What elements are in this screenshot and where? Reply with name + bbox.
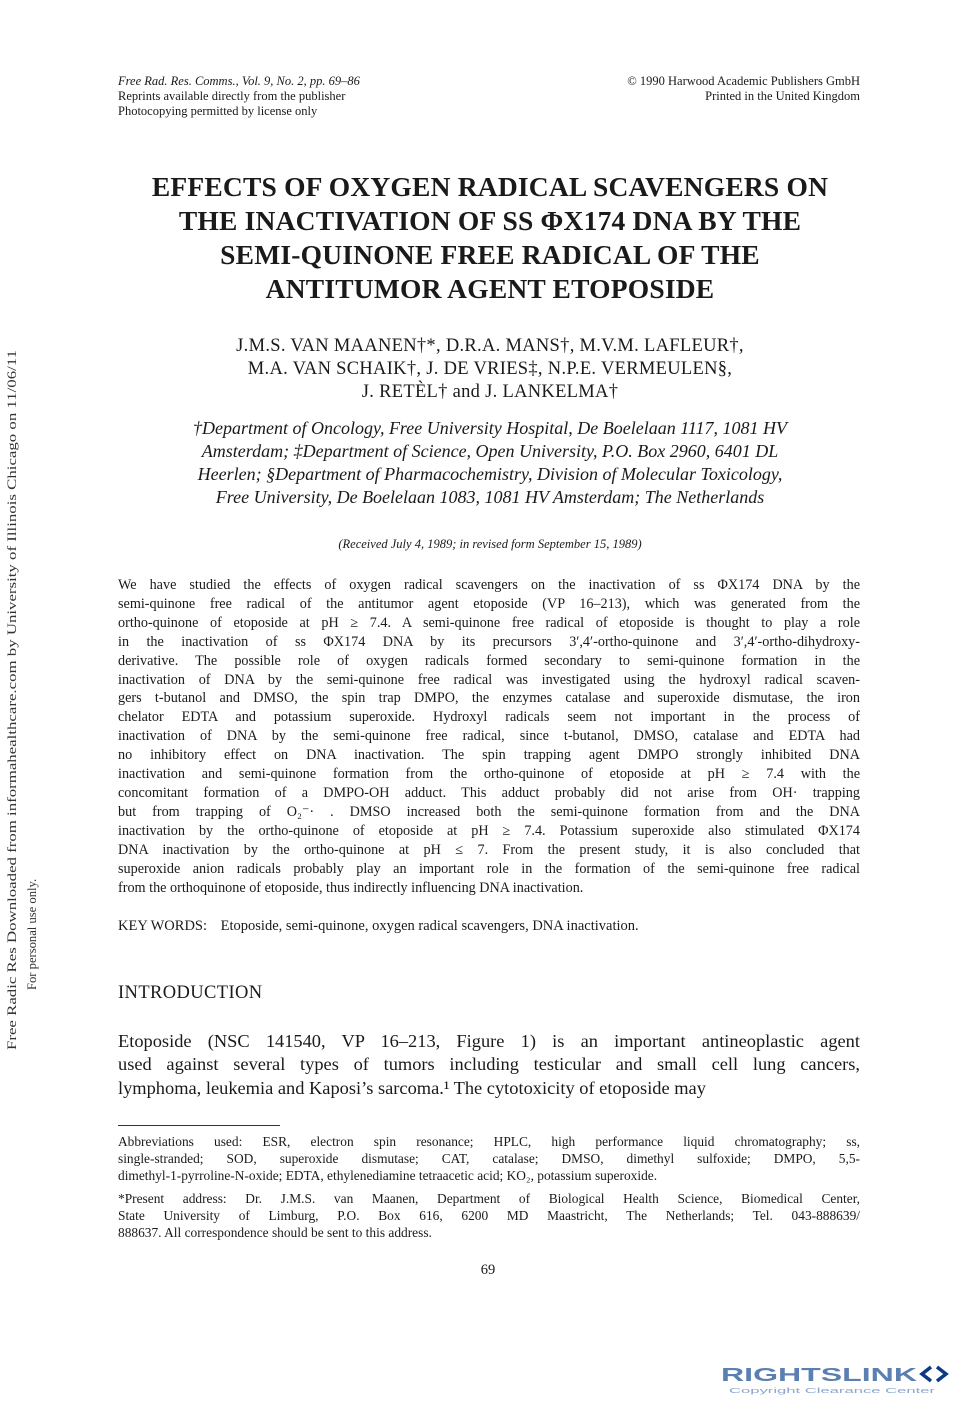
abstract-line: DNA inactivation by the ortho-quinone at pH ≤ 7. From the present study, it is also concluded that	[118, 841, 860, 858]
running-header-right	[530, 74, 860, 104]
abstract-line: in the inactivation of ss ΦX174 DNA by its precursors 3′,4′-ortho-quinone and 3′,4′-ortho-dihydroxy-	[118, 633, 860, 650]
abstract-line: superoxide anion radicals probably play an important role in the formation of the semi-quinone free radical	[118, 860, 860, 877]
author-list	[110, 335, 870, 404]
copyright-line: © 1990 Harwood Academic Publishers GmbH	[627, 74, 860, 88]
abstract-line: concomitant formation of a DMPO-OH adduct. This adduct probably did not arise from OH· trapping	[118, 784, 860, 801]
journal-citation: Free Rad. Res. Comms., Vol. 9, No. 2, pp. 69–86	[118, 74, 360, 88]
footnote-rule	[118, 1125, 280, 1126]
abstract-line: gers t-butanol and DMSO, the spin trap DMPO, the enzymes catalase and superoxide dismutase, the iron	[118, 690, 860, 707]
abbreviations-footnote	[118, 1133, 860, 1184]
author-line: J. RETÈL† and J. LANKELMA†	[361, 382, 619, 402]
paper-title	[110, 170, 870, 306]
reprints-note: Reprints available directly from the publisher	[118, 89, 346, 103]
intro-line: used against several types of tumors including testicular and small cell lung cancers,	[118, 1054, 860, 1075]
abstract-line: ortho-quinone of etoposide at pH ≥ 7.4. A semi-quinone free radical of etoposide is thought to play a role	[118, 614, 860, 631]
title-line: EFFECTS OF OXYGEN RADICAL SCAVENGERS ON	[151, 171, 829, 202]
rightslink-wordmark: RIGHTSLINK	[721, 1365, 917, 1385]
section-heading: INTRODUCTION	[118, 983, 263, 1003]
abstract-line: derivative. The possible role of oxygen radicals formed secondary to semi-quinone formation in the	[118, 652, 860, 669]
abstract	[118, 576, 860, 897]
intro-line: lymphoma, leukemia and Kaposi’s sarcoma.¹ The cytotoxicity of etoposide may	[118, 1077, 706, 1098]
rightslink-logo-svg	[719, 1360, 955, 1400]
affiliation-line: Free University, De Boelelaan 1083, 1081 HV Amsterdam; The Netherlands	[215, 487, 765, 507]
chevron-icon	[937, 1367, 946, 1381]
affiliation-line: Amsterdam; ‡Department of Science, Open University, P.O. Box 2960, 6401 DL	[201, 441, 779, 461]
received-dates: (Received July 4, 1989; in revised form September 15, 1989)	[338, 537, 642, 551]
rightslink-logo[interactable]	[719, 1360, 955, 1400]
footnote-line: *Present address: Dr. J.M.S. van Maanen, Department of Biological Health Science, Biomedical Center,	[118, 1191, 860, 1206]
abstract-line: chelator EDTA and potassium superoxide. Hydroxyl radicals seem not important in the process of	[118, 709, 860, 726]
photocopy-note: Photocopying permitted by license only	[118, 104, 318, 118]
abstract-line: We have studied the effects of oxygen radical scavengers on the inactivation of ss ΦX174 DNA by the	[118, 577, 860, 593]
abstract-line: inactivation and semi-quinone formation from the ortho-quinone of etoposide at pH ≥ 7.4 with the	[118, 766, 860, 783]
abstract-line: semi-quinone free radical of the antitumor agent etoposide (VP 16–213), which was generated from the	[118, 595, 860, 612]
rightslink-tagline: Copyright Clearance Center	[729, 1388, 937, 1395]
intro-line: Etoposide (NSC 141540, VP 16–213, Figure 1) is an important antineoplastic agent	[118, 1031, 860, 1051]
affiliations	[100, 417, 880, 509]
author-line: J.M.S. VAN MAANEN†*, D.R.A. MANS†, M.V.M. LAFLEUR†,	[236, 336, 744, 356]
title-line: SEMI-QUINONE FREE RADICAL OF THE	[220, 239, 760, 270]
address-footnote	[118, 1190, 860, 1241]
page-number: 69	[480, 1262, 496, 1278]
abstract-line: inactivation of DNA by the semi-quinone free radical, since t-butanol, DMSO, catalase and EDTA had	[118, 728, 860, 745]
abstract-line: no inhibitory effect on DNA inactivation. The spin trapping agent DMPO strongly inhibited DNA	[118, 747, 860, 764]
chevron-icon	[922, 1367, 931, 1381]
download-notice-svg	[3, 345, 43, 1055]
download-notice-sidebar	[3, 345, 43, 1055]
footnote-line: single-stranded; SOD, superoxide dismutase; CAT, catalase; DMSO, dimethyl sulfoxide; DMPO, 5,5-	[118, 1151, 860, 1166]
abstract-line: inactivation by the ortho-quinone of etoposide at pH ≥ 7.4. Potassium superoxide also stimulated ΦX174	[118, 822, 860, 839]
footnote-line: 888637. All correspondence should be sent to this address.	[118, 1225, 432, 1240]
keywords-text: Etoposide, semi-quinone, oxygen radical scavengers, DNA inactivation.	[220, 918, 639, 934]
author-line: M.A. VAN SCHAIK†, J. DE VRIES‡, N.P.E. VERMEULEN§,	[247, 359, 733, 379]
footnotes	[118, 1133, 860, 1241]
footnote-line: Abbreviations used: ESR, electron spin resonance; HPLC, high performance liquid chromatography; ss,	[118, 1134, 860, 1149]
printed-line: Printed in the United Kingdom	[705, 89, 860, 103]
title-line: THE INACTIVATION OF SS ΦX174 DNA BY THE	[178, 205, 802, 236]
introduction-text	[118, 1030, 860, 1100]
download-notice-line: Free Radic Res Downloaded from informahealthcare.com by University of Illinois Chicago on 11/06/11	[5, 525, 19, 1050]
abstract-line: but from trapping of O₂⁻· . DMSO increased both the semi-quinone formation from and the DNA	[118, 803, 860, 820]
abstract-line: from the orthoquinone of etoposide, thus indirectly influencing DNA inactivation.	[118, 879, 584, 896]
abstract-line: inactivation of DNA by the semi-quinone free radical was investigated using the hydroxyl radical scaven-	[118, 671, 860, 688]
running-header-left	[118, 74, 498, 119]
footnote-line: dimethyl-1-pyrroline-N-oxide; EDTA, ethylenediamine tetraacetic acid; KO₂, potassium superoxide.	[118, 1168, 658, 1183]
affiliation-line: †Department of Oncology, Free University Hospital, De Boelelaan 1117, 1081 HV	[192, 418, 788, 438]
personal-use-line: For personal use only.	[25, 878, 39, 990]
title-line: ANTITUMOR AGENT ETOPOSIDE	[265, 273, 715, 304]
keywords-label: KEY WORDS:	[118, 918, 208, 934]
affiliation-line: Heerlen; §Department of Pharmacochemistry, Division of Molecular Toxicology,	[197, 464, 783, 484]
footnote-line: State University of Limburg, P.O. Box 616, 6200 MD Maastricht, The Netherlands; Tel. 043-888639/	[118, 1208, 860, 1223]
keywords	[118, 917, 860, 935]
